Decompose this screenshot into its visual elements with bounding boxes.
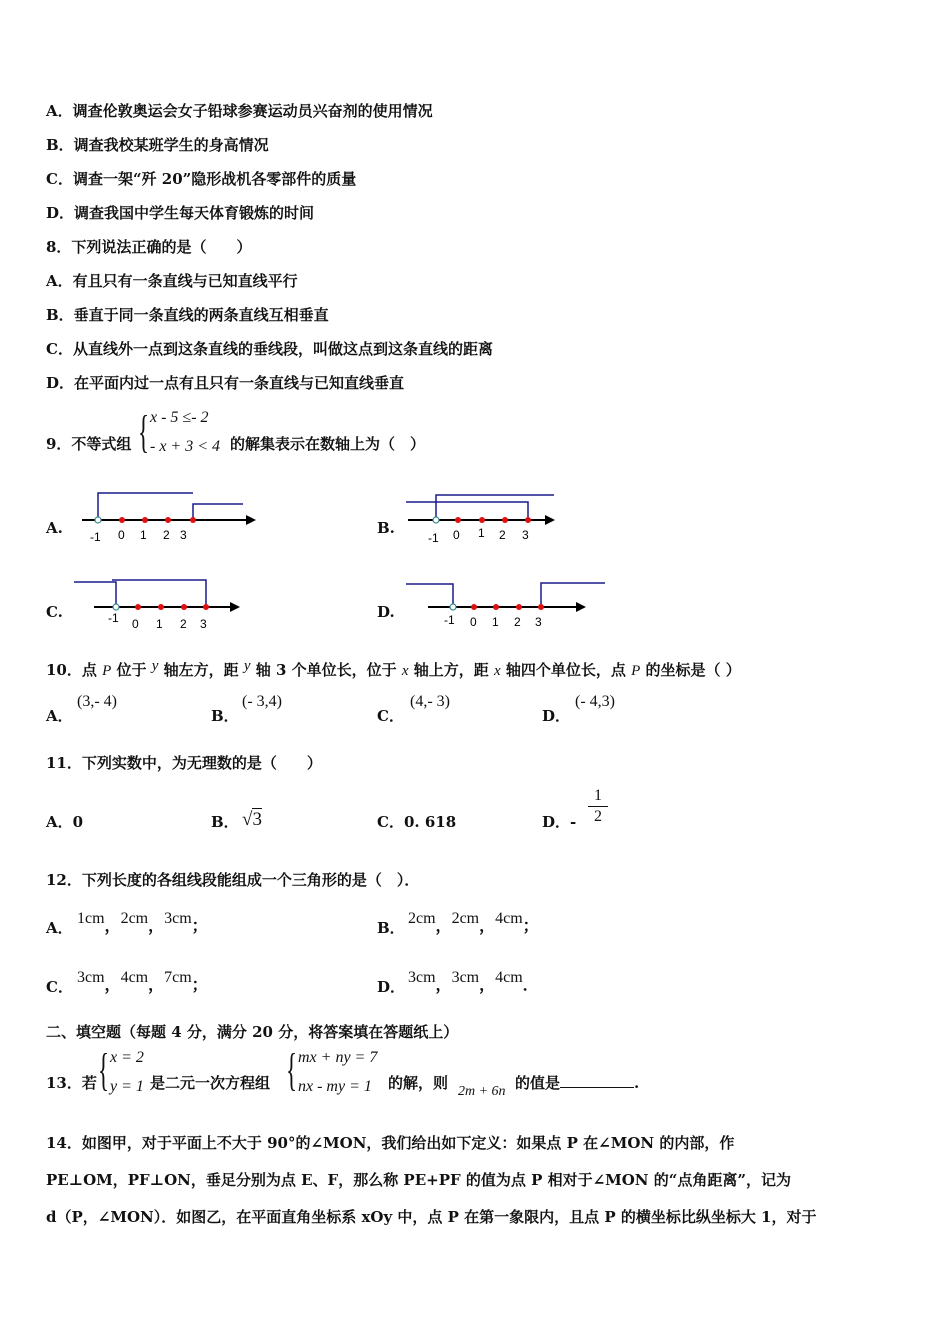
tick-label: 2: [180, 617, 187, 631]
q10-option-d-value: (- 4,3): [575, 693, 615, 710]
tick-label: -1: [428, 531, 439, 545]
answer-blank[interactable]: [560, 1073, 634, 1088]
q7-option-a: A．调查伦敦奥运会女子铅球参赛运动员兴奋剂的使用情况: [46, 102, 433, 120]
q14-line-1: 14．如图甲，对于平面上不大于 90°的∠MON，我们给出如下定义：如果点 P 在∠MON 的内部，作: [46, 1134, 735, 1152]
q13-text-4: 的值是 .: [515, 1074, 640, 1092]
q13-equation-2: nx - my = 1: [298, 1078, 372, 1095]
q12-option-a-values: 1cm，2cm，3cm；: [77, 910, 208, 935]
q13-expression: 2m + 6n: [458, 1084, 506, 1099]
q11-option-a: A．0: [46, 813, 84, 831]
q10-option-a-label: A．: [46, 707, 73, 725]
q8-option-d: D．在平面内过一点有且只有一条直线与已知直线垂直: [46, 374, 405, 392]
q13-text-3: 的解，则: [388, 1074, 449, 1092]
q12-option-d-values: 3cm，3cm，4cm．: [408, 969, 539, 994]
q11-option-b-value: √3: [242, 809, 262, 830]
q12-option-c-values: 3cm，4cm，7cm；: [77, 969, 208, 994]
q10-stem: 10．点 P 位于 y 轴左方，距 y 轴 3 个单位长，位于 x 轴上方，距 x 轴四个单位长，点 P 的坐标是（ ）: [46, 658, 741, 679]
q10-option-b-label: B．: [211, 707, 239, 725]
number-line-d: [398, 572, 613, 636]
q10-option-c-value: (4,- 3): [410, 693, 450, 710]
tick-label: 2: [499, 528, 506, 542]
tick-label: 0: [470, 615, 477, 629]
q11-option-c: C．0. 618: [377, 813, 457, 831]
q12-option-d-label: D．: [377, 978, 406, 996]
q9-label-c: C.: [46, 603, 63, 621]
q12-option-c-label: C．: [46, 978, 73, 996]
tick-label: 3: [200, 617, 207, 631]
q13-equation-1: mx + ny = 7: [298, 1049, 378, 1066]
tick-label: 2: [514, 615, 521, 629]
q11-option-d-label: D．-: [542, 813, 577, 831]
q9-label-a: A.: [46, 519, 63, 537]
q13-brace-1: {: [98, 1044, 110, 1095]
tick-label: 3: [522, 528, 529, 542]
q10-option-b-value: (- 3,4): [242, 693, 282, 710]
tick-label: 1: [156, 617, 163, 631]
q12-option-b-label: B．: [377, 919, 405, 937]
q9-label-b: B.: [377, 519, 395, 537]
tick-label: 3: [535, 615, 542, 629]
tick-label: 0: [453, 528, 460, 542]
tick-label: 2: [163, 528, 170, 542]
q13-prefix: 13．若: [46, 1074, 97, 1092]
q8-option-a: A．有且只有一条直线与已知直线平行: [46, 272, 298, 290]
q12-option-a-label: A．: [46, 919, 73, 937]
tick-label: -1: [108, 611, 119, 625]
q10-option-d-label: D．: [542, 707, 571, 725]
q9-suffix: 的解集表示在数轴上为（ ）: [230, 435, 426, 453]
q12-stem: 12．下列长度的各组线段能组成一个三角形的是（ ）．: [46, 871, 420, 889]
q13-mid-text: 是二元一次方程组: [150, 1074, 271, 1092]
q11-stem: 11．下列实数中，为无理数的是（ ）: [46, 754, 322, 772]
tick-label: 1: [492, 615, 499, 629]
number-line-a: [60, 485, 260, 545]
tick-label: 3: [180, 528, 187, 542]
q10-option-a-value: (3,- 4): [77, 693, 117, 710]
q9-brace: {: [138, 406, 150, 457]
q11-option-d-fraction: $\frac{1}{2}$: [588, 786, 608, 827]
q13-brace-2: {: [286, 1044, 298, 1095]
tick-label: 0: [118, 528, 125, 542]
q13-solution-x: x = 2: [110, 1049, 144, 1066]
number-line-c: [64, 572, 249, 636]
q12-option-b-values: 2cm，2cm，4cm；: [408, 910, 539, 935]
q8-option-c: C．从直线外一点到这条直线的垂线段，叫做这点到这条直线的距离: [46, 340, 493, 358]
q8-option-b: B．垂直于同一条直线的两条直线互相垂直: [46, 306, 329, 324]
q9-inequality-1: x - 5 ≤- 2: [150, 409, 209, 426]
q9-prefix: 9．不等式组: [46, 435, 132, 453]
q7-option-d: D．调查我国中学生每天体育锻炼的时间: [46, 204, 315, 222]
tick-label: -1: [444, 613, 455, 627]
tick-label: -1: [90, 530, 101, 544]
q9-label-d: D.: [377, 603, 395, 621]
q14-line-2: PE⊥OM，PF⊥ON，垂足分别为点 E、F，那么称 PE+PF 的值为点 P 相对于∠MON 的“点角距离”，记为: [46, 1171, 792, 1189]
q13-solution-y: y = 1: [110, 1078, 144, 1095]
q10-option-c-label: C．: [377, 707, 404, 725]
q7-option-c: C．调查一架“歼 20”隐形战机各零部件的质量: [46, 170, 357, 188]
q9-inequality-2: - x + 3 < 4: [150, 438, 221, 455]
tick-label: 0: [132, 617, 139, 631]
q7-option-b: B．调查我校某班学生的身高情况: [46, 136, 269, 154]
section-heading: 二、填空题（每题 4 分，满分 20 分，将答案填在答题纸上）: [46, 1023, 459, 1041]
q11-option-b-label: B．: [211, 813, 239, 831]
tick-label: 1: [478, 526, 485, 540]
q14-line-3: d（P，∠MON）．如图乙，在平面直角坐标系 xOy 中，点 P 在第一象限内，且点 P 的横坐标比纵坐标大 1，对于: [46, 1208, 817, 1226]
q8-stem: 8．下列说法正确的是（ ）: [46, 238, 252, 256]
tick-label: 1: [140, 528, 147, 542]
number-line-b: [398, 485, 568, 545]
